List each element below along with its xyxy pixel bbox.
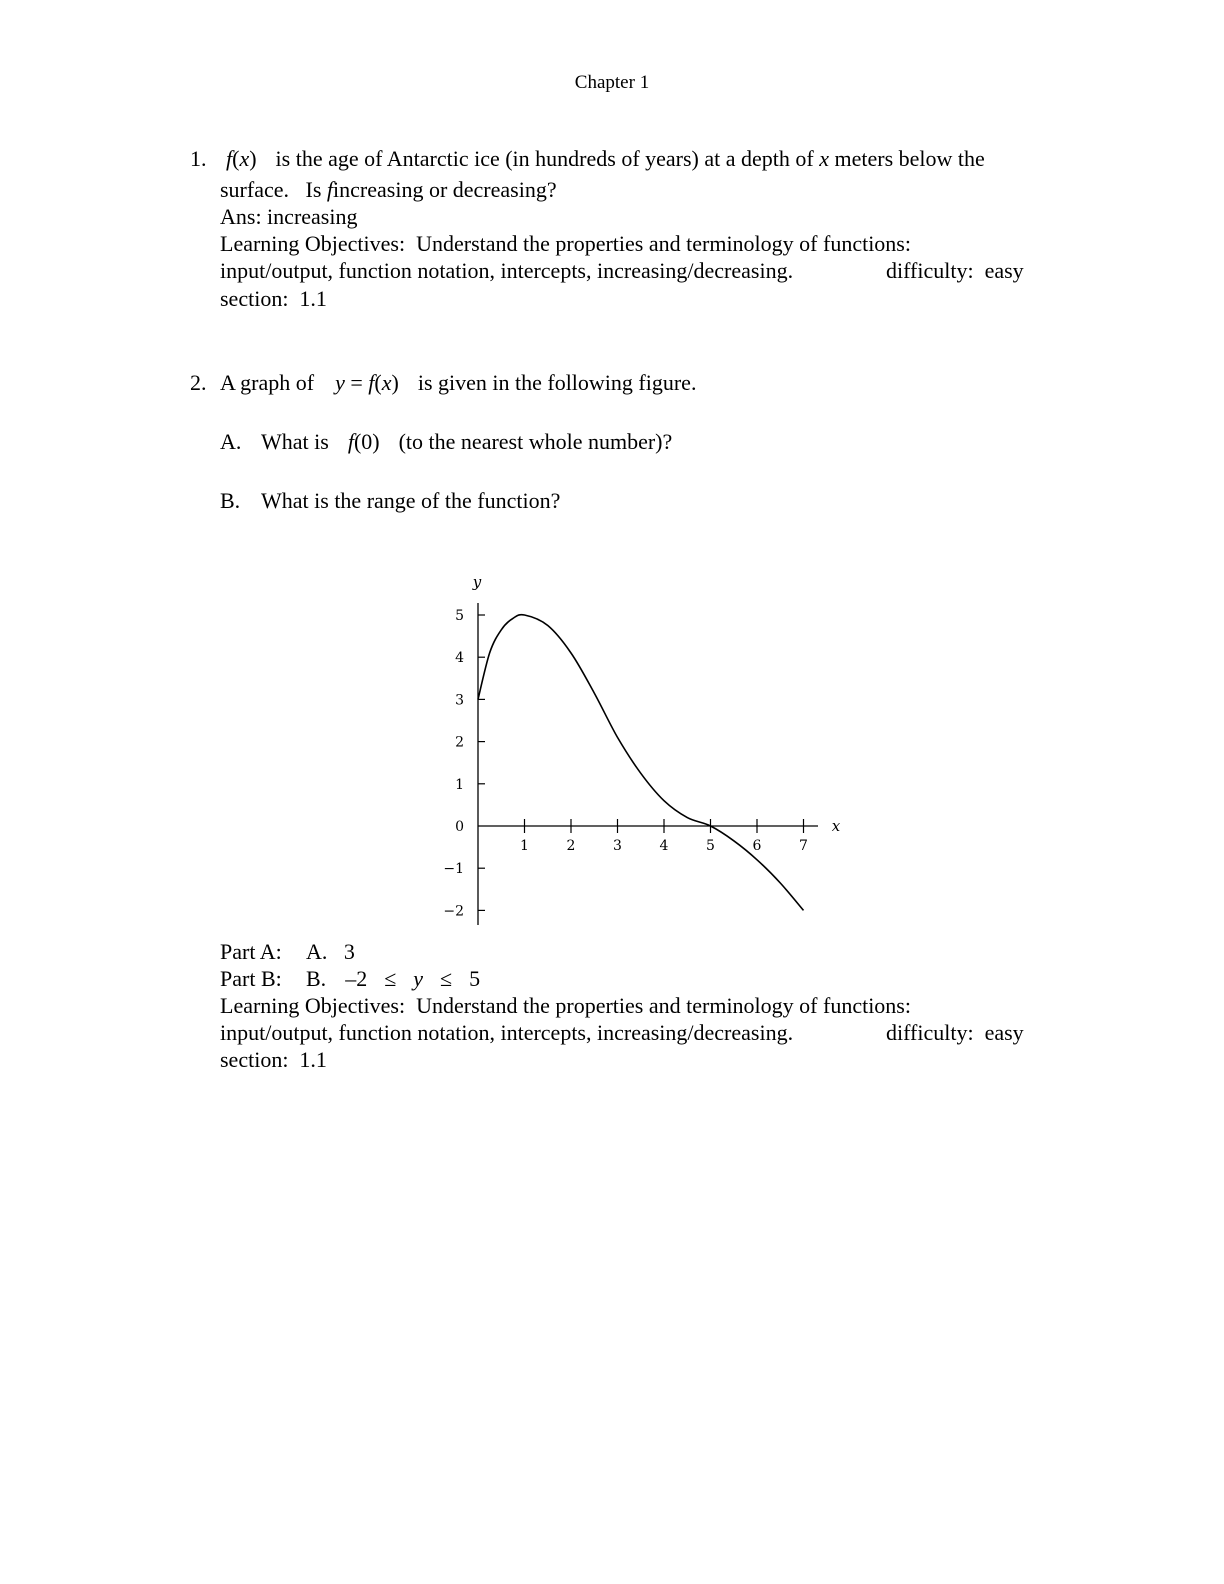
q2-difficulty: difficulty: easy [886,1020,1024,1045]
q2-number: 2. [190,370,207,395]
y-tick-label: 0 [455,819,464,835]
y-tick-label: −2 [443,903,464,920]
q2-answer-b-value: B. –2 ≤ y ≤ 5 [306,966,481,991]
q1-learning-line1: Learning Objectives: Understand the properties and terminology of functions: [220,231,911,256]
y-tick-label: 5 [455,608,464,624]
q2-learning-line1: Learning Objectives: Understand the properties and terminology of functions: [220,993,911,1018]
x-tick-label: 1 [520,838,529,854]
y-ticks [443,608,485,919]
x-tick-label: 4 [659,838,669,854]
q1-line2: surface. Is fincreasing or decreasing? [220,177,557,202]
x-ticks [520,819,808,854]
q2-section: section: 1.1 [220,1047,327,1072]
y-tick-label: 4 [455,650,464,667]
page-title: Chapter 1 [574,72,650,93]
y-tick-label: −1 [443,861,464,878]
y-tick-label: 2 [455,734,464,751]
q2-part-a-question: What is f(0) (to the nearest whole number)? [261,429,673,454]
y-axis-label: y [472,573,482,591]
x-tick-label: 7 [799,838,808,854]
x-tick-label: 6 [752,838,762,854]
q1-line1: f(x) is the age of Antarctic ice (in hundreds of years) at a depth of x meters below the [226,146,985,171]
function-curve [478,615,804,911]
q2-answer-b-label: Part B: [220,966,282,991]
q2-part-b-label: B. [220,488,241,513]
q1-answer: Ans: increasing [220,204,358,229]
function-graph [420,565,850,937]
q2-answer-a-value: A. 3 [306,939,355,964]
y-tick-label: 1 [455,776,464,793]
x-tick-label: 2 [566,838,576,854]
x-tick-label: 3 [613,838,622,854]
q1-learning-line2: input/output, function notation, intercepts, increasing/decreasing. [220,258,794,283]
q1-difficulty: difficulty: easy [886,258,1024,283]
q2-part-b-question: What is the range of the function? [261,488,561,513]
y-tick-label: 3 [455,692,464,709]
q2-part-a-label: A. [220,429,242,454]
q1-number: 1. [190,146,207,171]
q2-answer-a-label: Part A: [220,939,282,964]
q2-learning-line2: input/output, function notation, intercepts, increasing/decreasing. [220,1020,794,1045]
q1-section: section: 1.1 [220,286,327,311]
q2-intro: A graph of y = f(x) is given in the following figure. [220,370,697,395]
x-tick-label: 5 [706,838,715,854]
x-axis-label: x [831,817,841,835]
